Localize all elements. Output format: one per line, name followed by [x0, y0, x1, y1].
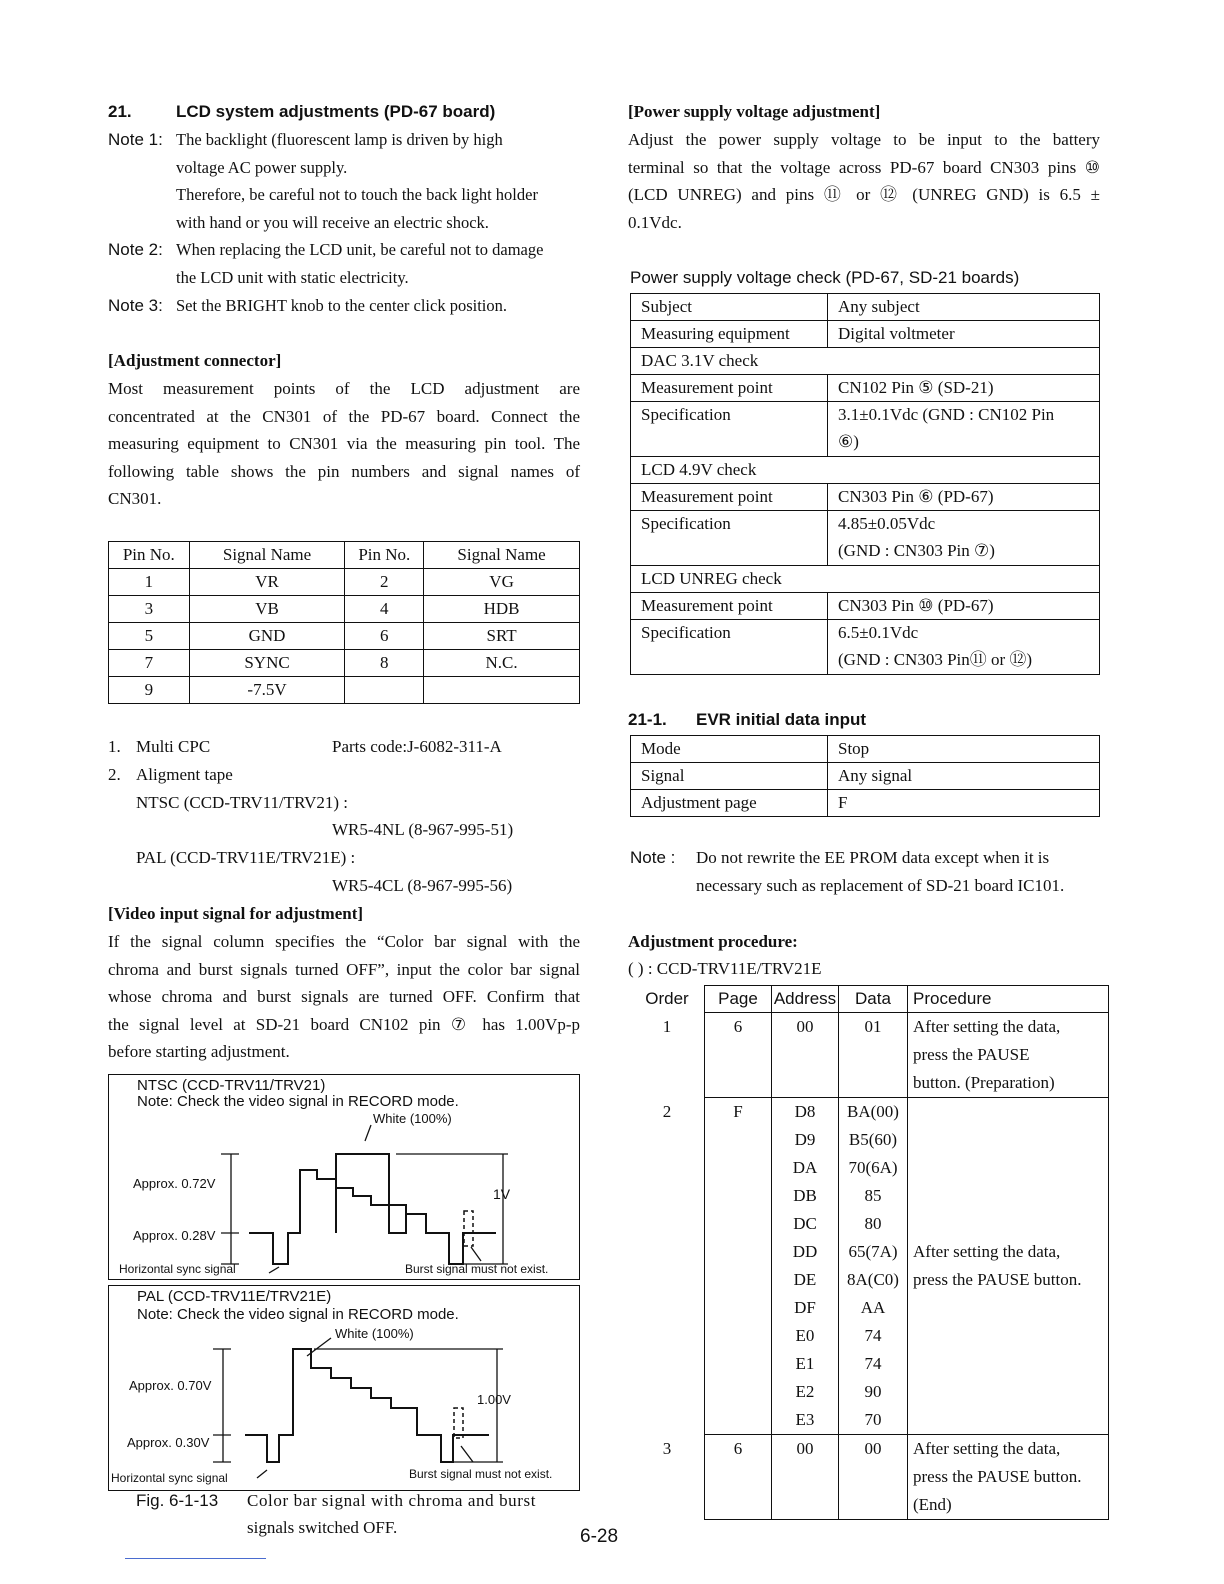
column-header: Pin No.	[345, 542, 424, 569]
cell-line: 6	[733, 1439, 743, 1458]
cell-line: 00	[796, 1017, 814, 1036]
table-cell: -7.5V	[189, 677, 345, 704]
sync-label: Horizontal sync signal	[119, 1262, 236, 1276]
cell-line: 74	[864, 1326, 882, 1345]
procedure-grid	[630, 985, 1109, 1520]
row-value	[828, 511, 1100, 566]
note-label: Note 2:	[108, 240, 163, 260]
table-row	[109, 650, 580, 677]
cell-line: 3	[662, 1438, 672, 1458]
row-label: Signal	[631, 763, 828, 790]
note-text: When replacing the LCD unit, be careful not to damage	[176, 240, 544, 260]
power-adjustment-heading: [Power supply voltage adjustment]	[628, 102, 881, 121]
equipment-1-parts-code: Parts code:J-6082-311-A	[332, 737, 502, 756]
note-text: voltage AC power supply.	[176, 157, 348, 177]
cell-line: 85	[864, 1186, 882, 1205]
note-text: the LCD unit with static electricity.	[176, 268, 409, 287]
table-cell: GND	[189, 623, 345, 650]
table-row	[109, 677, 580, 704]
section-row: LCD 4.9V check	[631, 457, 1100, 484]
value-line: (GND : CN303 Pin⑪ or ⑫)	[838, 650, 1033, 669]
value-line: Any subject	[838, 297, 920, 316]
table-row	[631, 593, 1100, 620]
cell-line: 01	[864, 1017, 882, 1036]
table-cell: 5	[109, 623, 190, 650]
table-cell: 3	[109, 596, 190, 623]
cell-line: 70(6A)	[848, 1158, 898, 1177]
row-value	[828, 294, 1100, 321]
cell-line	[913, 1098, 1103, 1126]
burst-label: Burst signal must not exist.	[409, 1467, 553, 1481]
equipment-2: Aligment tape	[136, 765, 233, 784]
table-cell: 6	[345, 623, 424, 650]
row-value	[828, 620, 1100, 675]
pal-tape: WR5-4CL (8-967-995-56)	[332, 876, 513, 895]
table-row	[631, 294, 1100, 321]
cell-line: D9	[794, 1130, 816, 1149]
table-cell: VG	[424, 569, 580, 596]
row-label: Adjustment page	[631, 790, 828, 817]
table-row	[631, 457, 1100, 484]
cell-line	[913, 1154, 1103, 1182]
value-line: CN102 Pin ⑤ (SD-21)	[838, 378, 994, 397]
table-cell	[839, 1098, 908, 1435]
table-row	[631, 736, 1100, 763]
table-row	[631, 790, 1100, 817]
table-cell	[705, 1013, 772, 1098]
cell-line: DF	[794, 1298, 816, 1317]
cell-line: 70	[864, 1410, 882, 1429]
cell-line: E1	[795, 1354, 815, 1373]
table-cell	[908, 1435, 1109, 1520]
power-check-title: Power supply voltage check (PD-67, SD-21 boards)	[630, 268, 1020, 287]
value-line: Digital voltmeter	[838, 324, 955, 343]
paragraph-line: Adjust the power supply voltage to be input to the battery	[628, 130, 1100, 149]
table-cell	[630, 1435, 705, 1520]
value-line: (GND : CN303 Pin ⑦)	[838, 541, 995, 560]
row-label: Measuring equipment	[631, 321, 828, 348]
cell-line: 8A(C0)	[847, 1270, 899, 1289]
table-cell	[908, 1013, 1109, 1098]
divider	[125, 1558, 266, 1559]
note-line-1: Do not rewrite the EE PROM data except when it is	[696, 848, 1050, 867]
cell-line: 74	[864, 1354, 882, 1373]
column-header: Order	[645, 988, 689, 1008]
video-input-heading: [Video input signal for adjustment]	[108, 904, 364, 923]
row-label: Subject	[631, 294, 828, 321]
value-line: CN303 Pin ⑥ (PD-67)	[838, 487, 994, 506]
evr-section-number: 21-1.	[628, 710, 667, 729]
diagram-title: NTSC (CCD-TRV11/TRV21)	[137, 1077, 326, 1094]
column-header: Address	[772, 986, 839, 1013]
table-cell: 4	[345, 596, 424, 623]
table-cell: 8	[345, 650, 424, 677]
note-label: Note 1:	[108, 130, 163, 149]
table-cell	[630, 1013, 705, 1098]
table-row	[630, 1013, 1109, 1098]
table-row	[109, 596, 580, 623]
upper-voltage-label: Approx. 0.72V	[133, 1176, 216, 1191]
diagram-title: PAL (CCD-TRV11E/TRV21E)	[137, 1288, 332, 1305]
paragraph-line: following table shows the pin numbers and signal names of	[108, 461, 580, 481]
cell-line	[913, 1126, 1103, 1154]
ntsc-tape: WR5-4NL (8-967-995-51)	[332, 820, 514, 839]
table-row	[631, 484, 1100, 511]
cell-line: 90	[864, 1382, 882, 1401]
table-cell	[705, 1098, 772, 1435]
cell-line: DC	[793, 1214, 817, 1233]
white-label: White (100%)	[335, 1326, 414, 1341]
note-text: Therefore, be careful not to touch the back light holder	[176, 185, 538, 205]
ntsc-label: NTSC (CCD-TRV11/TRV21) :	[136, 793, 348, 812]
paragraph-line: whose chroma and burst signals are turned OFF. Confirm that	[108, 987, 580, 1007]
section-number: 21.	[108, 102, 132, 121]
procedure-heading: Adjustment procedure:	[628, 932, 798, 951]
row-value	[828, 402, 1100, 457]
equipment-1: Multi CPC	[136, 737, 211, 756]
note-text: Set the BRIGHT knob to the center click position.	[176, 295, 508, 315]
column-header: Page	[705, 986, 772, 1013]
table-row	[631, 566, 1100, 593]
procedure-subtitle: ( ) : CCD-TRV11E/TRV21E	[628, 959, 822, 978]
paragraph-line: measuring equipment to CN301 via the measuring pin tool. The	[108, 434, 580, 454]
paragraph-line: concentrated at the CN301 of the PD-67 board. Connect the	[108, 406, 580, 426]
note-label: Note :	[630, 848, 676, 867]
row-label: Specification	[631, 511, 828, 566]
row-value	[828, 484, 1100, 511]
table-cell	[630, 1098, 705, 1435]
cell-line: B5(60)	[848, 1130, 898, 1149]
cell-line: E3	[795, 1410, 815, 1429]
paragraph-line: Most measurement points of the LCD adjustment are	[108, 379, 580, 398]
table-cell: SRT	[424, 623, 580, 650]
cell-line: BA(00)	[847, 1102, 899, 1121]
pin-table	[108, 541, 580, 704]
pal-waveform-diagram	[108, 1285, 580, 1491]
paragraph-line: CN301.	[108, 489, 162, 509]
cell-line: press the PAUSE button.	[913, 1270, 1082, 1289]
figure-caption-line-2: signals switched OFF.	[247, 1518, 398, 1537]
procedure-table	[630, 985, 1109, 1520]
cell-line: 2	[662, 1101, 672, 1121]
sync-label: Horizontal sync signal	[111, 1471, 228, 1485]
paragraph-line: before starting adjustment.	[108, 1042, 290, 1062]
table-row	[631, 511, 1100, 566]
ntsc-waveform	[109, 1075, 579, 1279]
cell-line: After setting the data,	[913, 1017, 1061, 1036]
row-label: Specification	[631, 620, 828, 675]
row-value	[828, 375, 1100, 402]
table-cell: 2	[345, 569, 424, 596]
note-label: Note 3:	[108, 295, 163, 315]
table-cell: 1	[109, 569, 190, 596]
cell-line: 65(7A)	[848, 1242, 898, 1261]
total-voltage-label: 1V	[493, 1186, 511, 1202]
cell-line: E2	[795, 1382, 815, 1401]
value-line: 3.1±0.1Vdc (GND : CN102 Pin	[838, 405, 1055, 424]
table-row	[631, 763, 1100, 790]
table-row	[631, 321, 1100, 348]
cell-line: 80	[864, 1214, 882, 1233]
row-value: Stop	[828, 736, 1100, 763]
value-line: 4.85±0.05Vdc	[838, 514, 936, 533]
total-voltage-label: 1.00V	[477, 1392, 511, 1407]
column-header: Signal Name	[189, 542, 345, 569]
column-header: Pin No.	[109, 542, 190, 569]
row-label: Mode	[631, 736, 828, 763]
table-cell	[345, 677, 424, 704]
paragraph-line: terminal so that the voltage across PD-67 board CN303 pins ⑩	[628, 157, 1100, 177]
burst-label: Burst signal must not exist.	[405, 1262, 549, 1276]
cell-line: 1	[662, 1016, 672, 1036]
table-header-row	[630, 986, 1109, 1013]
table-cell: SYNC	[189, 650, 345, 677]
table-row	[630, 1098, 1109, 1435]
paragraph-line: (LCD UNREG) and pins ⑪ or ⑫ (UNREG GND) is 6.5 ±	[628, 185, 1100, 205]
section-row: LCD UNREG check	[631, 566, 1100, 593]
row-value	[828, 593, 1100, 620]
cell-line: 00	[796, 1439, 814, 1458]
cell-line: DA	[792, 1158, 818, 1177]
table-cell: HDB	[424, 596, 580, 623]
row-label: Specification	[631, 402, 828, 457]
column-header: Data	[839, 986, 908, 1013]
upper-voltage-label: Approx. 0.70V	[129, 1378, 212, 1393]
equipment-2-number: 2.	[108, 765, 121, 784]
cell-line: E0	[795, 1326, 815, 1345]
cell-line	[913, 1210, 1103, 1238]
table-cell	[772, 1435, 839, 1520]
pal-label: PAL (CCD-TRV11E/TRV21E) :	[136, 848, 356, 867]
column-header: Signal Name	[424, 542, 580, 569]
table-row	[109, 623, 580, 650]
lower-voltage-label: Approx. 0.28V	[133, 1228, 216, 1243]
value-line: CN303 Pin ⑩ (PD-67)	[838, 596, 994, 615]
cell-line: AA	[860, 1298, 886, 1317]
table-cell	[908, 1098, 1109, 1435]
cell-line: DB	[793, 1186, 817, 1205]
table-cell: N.C.	[424, 650, 580, 677]
table-cell: 9	[109, 677, 190, 704]
diagram-note: Note: Check the video signal in RECORD mode.	[137, 1093, 459, 1110]
table-header-row	[109, 542, 580, 569]
row-value	[828, 321, 1100, 348]
cell-line: 00	[864, 1439, 882, 1458]
table-cell: VR	[189, 569, 345, 596]
figure-caption-line-1: Color bar signal with chroma and burst	[247, 1491, 537, 1510]
note-line-2: necessary such as replacement of SD-21 board IC101.	[696, 876, 1065, 895]
row-label: Measurement point	[631, 484, 828, 511]
table-cell	[772, 1098, 839, 1435]
power-check-table	[630, 293, 1100, 675]
table-cell: 7	[109, 650, 190, 677]
lower-voltage-label: Approx. 0.30V	[127, 1435, 210, 1450]
table-cell	[424, 677, 580, 704]
white-label: White (100%)	[373, 1111, 452, 1126]
cell-line: D8	[794, 1102, 816, 1121]
paragraph-line: If the signal column specifies the “Color bar signal with the	[108, 932, 580, 951]
table-cell	[705, 1435, 772, 1520]
table-cell	[839, 1435, 908, 1520]
paragraph-line: the signal level at SD-21 board CN102 pin ⑦ has 1.00Vp-p	[108, 1014, 580, 1034]
table-cell: VB	[189, 596, 345, 623]
cell-line: DE	[793, 1270, 817, 1289]
cell-line: 6	[733, 1017, 743, 1036]
row-label: Measurement point	[631, 593, 828, 620]
ntsc-waveform-diagram	[108, 1074, 580, 1280]
paragraph-line: chroma and burst signals turned OFF”, input the color bar signal	[108, 959, 580, 979]
table-cell	[839, 1013, 908, 1098]
value-line: ⑥)	[838, 432, 859, 451]
table-row	[631, 402, 1100, 457]
row-value: Any signal	[828, 763, 1100, 790]
evr-table	[630, 735, 1100, 817]
figure-number: Fig. 6-1-13	[136, 1491, 219, 1510]
paragraph-line: 0.1Vdc.	[628, 212, 682, 232]
row-value: F	[828, 790, 1100, 817]
table-row	[630, 1435, 1109, 1520]
equipment-1-number: 1.	[108, 737, 121, 756]
cell-line: DD	[792, 1242, 818, 1261]
adjustment-connector-heading: [Adjustment connector]	[108, 351, 282, 370]
evr-section-title: EVR initial data input	[696, 710, 867, 729]
cell-line: button. (Preparation)	[913, 1073, 1055, 1092]
cell-line: After setting the data,	[913, 1242, 1061, 1261]
cell-line: F	[733, 1102, 743, 1121]
section-row: DAC 3.1V check	[631, 348, 1100, 375]
page-number: 6-28	[580, 1526, 619, 1547]
table-row	[109, 569, 580, 596]
table-cell	[772, 1013, 839, 1098]
pal-waveform	[109, 1286, 579, 1490]
value-line: 6.5±0.1Vdc	[838, 623, 919, 642]
table-row	[631, 348, 1100, 375]
note-text: The backlight (fluorescent lamp is driven by high	[176, 130, 503, 149]
row-label: Measurement point	[631, 375, 828, 402]
section-title: LCD system adjustments (PD-67 board)	[176, 102, 496, 121]
note-text: with hand or you will receive an electric shock.	[176, 212, 489, 232]
cell-line: press the PAUSE button.	[913, 1467, 1082, 1486]
table-row	[631, 375, 1100, 402]
cell-line: After setting the data,	[913, 1439, 1061, 1458]
cell-line	[913, 1182, 1103, 1210]
cell-line: (End)	[913, 1495, 952, 1514]
table-row	[631, 620, 1100, 675]
cell-line: press the PAUSE	[913, 1045, 1030, 1064]
diagram-note: Note: Check the video signal in RECORD mode.	[137, 1306, 459, 1323]
column-header: Procedure	[908, 986, 1109, 1013]
